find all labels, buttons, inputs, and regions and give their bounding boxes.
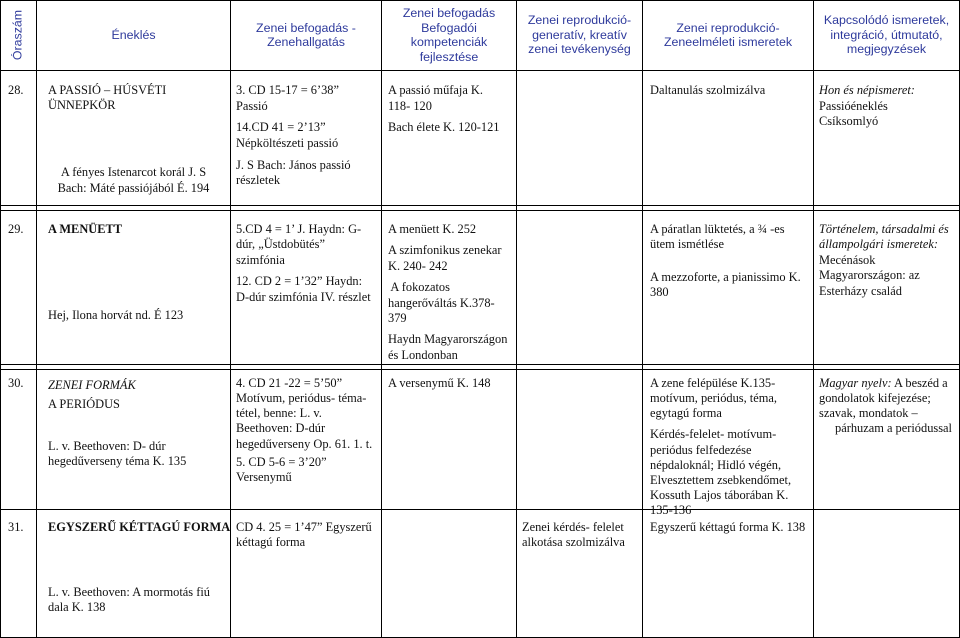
lesson-title-29: A MENÜETT: [48, 222, 123, 236]
row-divider-28: [0, 205, 960, 206]
theory-28: Daltanulás szolmizálva: [650, 83, 766, 97]
header-divider: [0, 70, 960, 71]
song-28: A fényes Istenarcot korál J. S Bach: Máté passiójából É. 194: [57, 165, 210, 196]
header-listening: Zenei befogadás - Zenehallgatás: [256, 20, 356, 49]
row-divider-28b: [0, 210, 960, 211]
lesson-title-31: EGYSZERŰ KÉTTAGÚ FORMA: [48, 520, 231, 534]
related-30: Magyar nyelv: A beszéd a gondolatok kifejezése; szavak, mondatok – párhuzam a periódussal: [819, 376, 952, 436]
lesson-title-30: ZENEI FORMÁK A PERIÓDUS: [48, 378, 136, 411]
listening-29: 5.CD 4 = 1’ J. Haydn: G- dúr, „Üstdobütés” szimfónia 12. CD 2 = 1’32” Haydn: D-dúr szimfónia IV. részlet: [236, 222, 371, 304]
song-30: L. v. Beethoven: D- dúr hegedűverseny téma K. 135: [48, 439, 187, 469]
row-divider-29b: [0, 369, 960, 370]
col-divider-2: [230, 0, 231, 638]
competence-29: A menüett K. 252 A szimfonikus zenekar K. 240- 242 A fokozatos hangerőváltás K.378- 379 Haydn Magyarországon és Londonban: [388, 222, 508, 362]
col-divider-4: [516, 0, 517, 638]
row-divider-30: [0, 509, 960, 510]
creative-31: Zenei kérdés- felelet alkotása szolmizálva: [522, 520, 625, 550]
related-29: Történelem, társadalmi és állampolgári ismeretek: Mecénások Magyarországon: az Esterházy család: [819, 222, 949, 298]
header-singing: Éneklés: [111, 27, 156, 42]
listening-28: 3. CD 15-17 = 6’38” Passió 14.CD 41 = 2’13” Népköltészeti passió J. S Bach: János passió részletek: [236, 83, 351, 188]
header-related: Kapcsolódó ismeretek, integráció, útmutató, megjegyzések: [823, 13, 950, 57]
theory-29: A páratlan lüktetés, a ¾ -es ütem ismétlése A mezzoforte, a pianissimo K. 380: [650, 222, 801, 300]
competence-30: A versenymű K. 148: [388, 376, 491, 390]
related-28: Hon és népismeret: Passióéneklés Csíksomlyó: [819, 83, 915, 129]
header-theory: Zenei reprodukció- Zeneelméleti ismeretek: [663, 20, 793, 49]
header-creative: Zenei reprodukció- generatív, kreatív zenei tevékenység: [527, 13, 632, 57]
lesson-number-28: 28.: [8, 83, 24, 97]
lesson-number-29: 29.: [8, 222, 24, 236]
lesson-number-31: 31.: [8, 520, 24, 534]
lesson-title-28: A PASSIÓ – HÚSVÉTI ÜNNEPKÖR: [48, 83, 167, 113]
row-divider-29: [0, 364, 960, 365]
col-divider-3: [381, 0, 382, 638]
col-divider-6: [813, 0, 814, 638]
col-border-left: [0, 0, 1, 638]
lesson-number-30: 30.: [8, 376, 24, 390]
listening-30: 4. CD 21 -22 = 5’50” Motívum, periódus- téma- tétel, benne: L. v. Beethoven: D-dúr hegedűverseny Op. 61. 1. t. 5. CD 5-6 = 3’20” Versenymű: [236, 376, 373, 484]
listening-31: CD 4. 25 = 1’47” Egyszerű kéttagú forma: [236, 520, 372, 550]
song-31: L. v. Beethoven: A mormotás fiú dala K. 138: [48, 585, 210, 615]
col-divider-5: [642, 0, 643, 638]
competence-28: A passió műfaja K. 118- 120 Bach élete K. 120-121: [388, 83, 500, 135]
header-lesson-number: Óraszám: [10, 9, 25, 61]
header-competence: Zenei befogadás Befogadói kompetenciák fejlesztése: [402, 6, 496, 64]
theory-30: A zene felépülése K.135- motívum, periódus, téma, egytagú forma Kérdés-felelet- motívum- periódus felfedezése népdaloknál; Hidló végén, Elvesztettem zsebkendőmet, Kossuth Lajos táborában K. 135-136: [650, 376, 792, 517]
col-divider-1: [36, 0, 37, 638]
theory-31: Egyszerű kéttagú forma K. 138: [650, 520, 806, 534]
song-29: Hej, Ilona horvát nd. É 123: [48, 308, 184, 322]
